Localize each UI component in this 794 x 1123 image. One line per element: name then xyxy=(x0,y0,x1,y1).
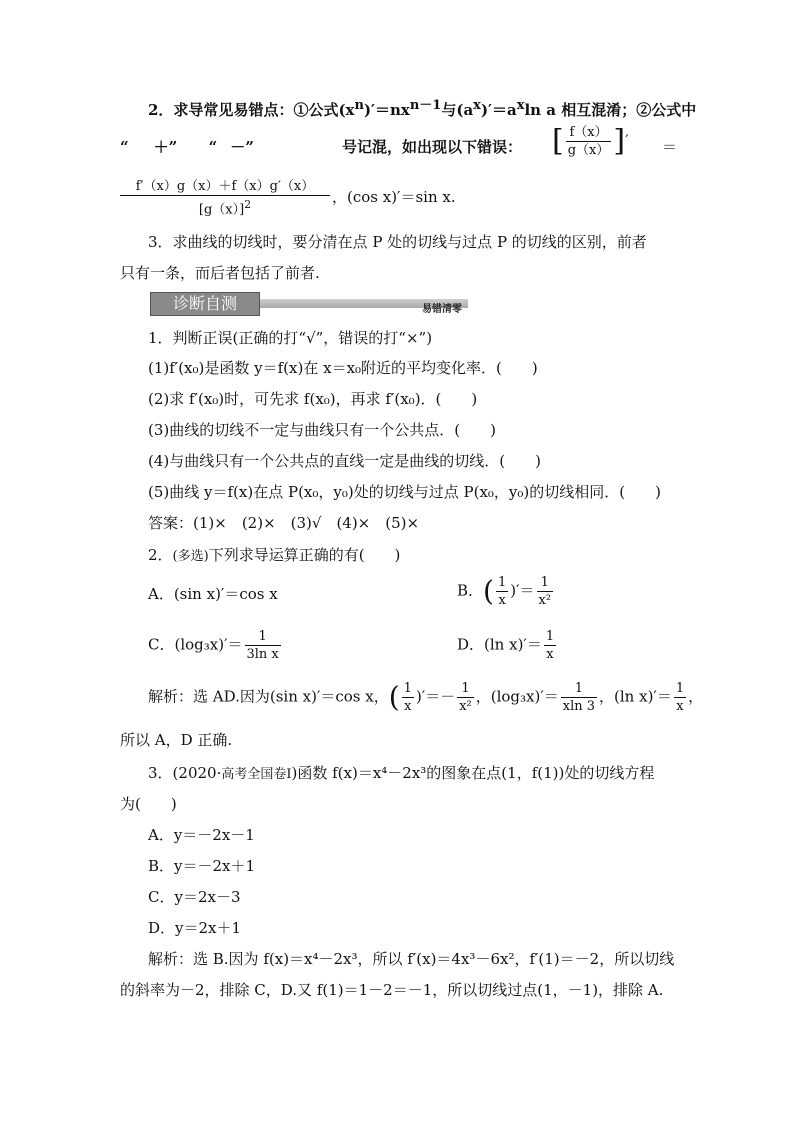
q1-title: 1．判断正误(正确的打“√”，错误的打“×”) xyxy=(148,329,433,347)
q3-option: B．y＝－2x＋1 xyxy=(148,857,256,875)
q3-option: A．y＝－2x－1 xyxy=(148,826,255,844)
q3-solution-line1: 解析：选 B.因为 f(x)＝x⁴－2x³，所以 f′(x)＝4x³－6x²，f′(1)＝－2，所以切线 xyxy=(148,950,675,968)
q3-option: C．y＝2x－3 xyxy=(148,888,241,906)
banner-bar xyxy=(258,299,468,315)
section-banner xyxy=(150,292,470,314)
eq-sign: ＝ xyxy=(662,138,678,156)
q2-option-c: C．(log₃x)′＝ $\frac{1}{\text{3ln x}}$ xyxy=(148,629,279,662)
error-fraction: [ $\frac{f(x)}{g(x)}$ ]′ xyxy=(552,123,629,159)
q2-option-d: D．(ln x)′＝ $\frac{1}{x}$ xyxy=(457,629,555,662)
q2-title: 2．(多选)下列求导运算正确的有( ) xyxy=(148,546,401,564)
q1-item: (3)曲线的切线不一定与曲线只有一个公共点．( ) xyxy=(148,421,496,439)
q1-item: (5)曲线 y＝f(x)在点 P(x₀，y₀)处的切线与过点 P(x₀，y₀)的切线相同．( ) xyxy=(148,483,661,501)
q3-title: 3．(2020·高考全国卷Ⅰ)函数 f(x)＝x⁴－2x³的图象在点(1，f(1))处的切线方程 xyxy=(148,764,655,782)
q1-item: (1)f′(x₀)是函数 y＝f(x)在 x＝x₀附近的平均变化率．( ) xyxy=(148,359,538,377)
banner-tag: 易错清零 xyxy=(422,304,462,315)
mix-text: 号记混，如出现以下错误： xyxy=(342,138,523,156)
q2-option-a: A．(sin x)′＝cos x xyxy=(148,585,278,603)
point2-line2: “ ＋” “ －” xyxy=(120,138,254,156)
point2-line1: 2．求导常见易错点：①公式$(x^n)'=nx^{n-1}$与$(a^x)'=a^x\ln$ a 相互混淆；②公式中 xyxy=(148,98,697,119)
q2-solution: 解析：选 AD.因为(sin x)′＝cos x，( $\frac{1}{x}$ )′＝－ $\frac{1}{\text{x²}}$ ，(log₃x)′＝ $\frac{1}{xln 3}$ ，(ln x)′＝ $\frac{1}{x}$ ， xyxy=(148,680,704,714)
q3-solution-line2: 的斜率为－2，排除 C，D.又 f(1)＝1－2＝－1，所以切线过点(1，－1)，排除 A. xyxy=(120,981,664,999)
q1-item: (4)与曲线只有一个公共点的直线一定是曲线的切线．( ) xyxy=(148,452,541,470)
point3-line2: 只有一条，而后者包括了前者. xyxy=(120,264,320,282)
banner-title: 诊断自测 xyxy=(150,292,260,316)
q3-title-end: 为( ) xyxy=(120,795,177,813)
q2-solution-end: 所以 A，D 正确. xyxy=(120,731,233,749)
q1-item: (2)求 f′(x₀)时，可先求 f(x₀)，再求 f′(x₀)．( ) xyxy=(148,390,478,408)
big-fraction: $\frac{f'(x)g(x)+f(x)g'(x)}{[g(x)]^2}$ ，(cos x)′＝sin x. xyxy=(118,178,456,218)
q1-answer: 答案：(1)× (2)× (3)√ (4)× (5)× xyxy=(148,514,420,532)
q2-option-b: B．( $\frac{1}{x}$ )′＝ $\frac{1}{\text{x²}}$ xyxy=(457,574,552,608)
q3-option: D．y＝2x＋1 xyxy=(148,919,242,937)
point3-line1: 3．求曲线的切线时，要分清在点 P 处的切线与过点 P 的切线的区别，前者 xyxy=(148,233,647,251)
